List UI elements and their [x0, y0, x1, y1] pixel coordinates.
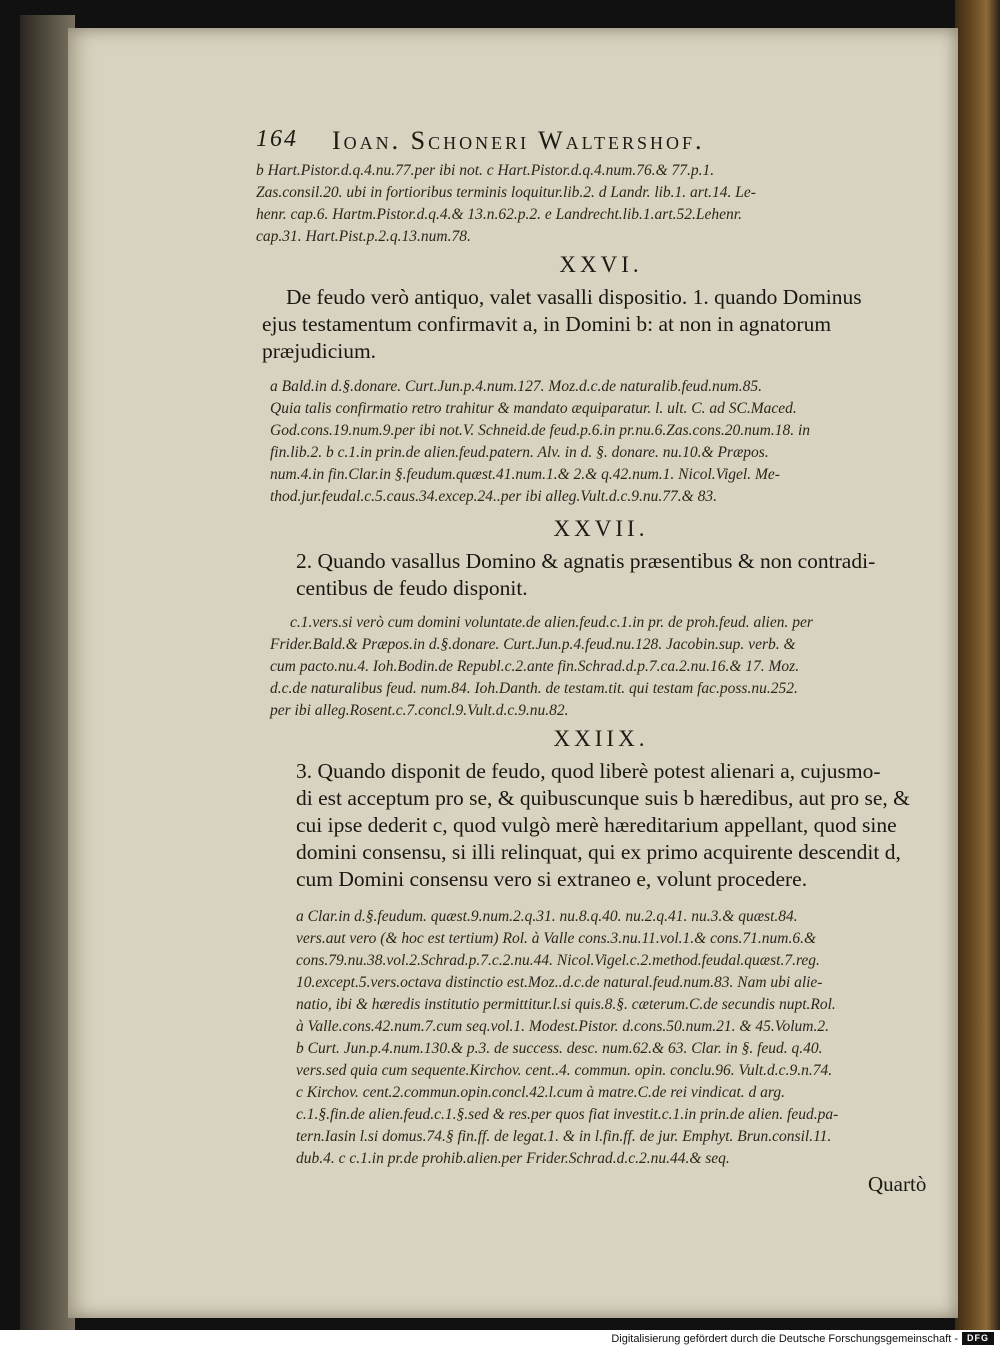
body-line: cui ipse dederit c, quod vulgò merè hæreditarium appellant, quod sine: [296, 813, 897, 837]
footnote-line: Quia talis confirmatio retro trahitur & mandato æquiparatur. l. ult. C. ad SC.Maced.: [270, 400, 797, 417]
footnote-line: cum pacto.nu.4. Ioh.Bodin.de Republ.c.2.ante fin.Schrad.d.p.7.ca.2.nu.16.& 17. Moz.: [270, 658, 800, 675]
footnote-line: c Kirchov. cent.2.commun.opin.concl.42.l.cum à matre.C.de rei vindicat. d arg.: [296, 1084, 786, 1101]
body-line: De feudo verò antiquo, valet vasalli dispositio. 1. quando Dominus: [286, 285, 862, 309]
body-line: ejus testamentum confirmavit a, in Domini b: at non in agnatorum: [262, 312, 832, 336]
footnote-line: per ibi alleg.Rosent.c.7.concl.9.Vult.d.c.9.nu.82.: [270, 702, 569, 719]
footnote-line: fin.lib.2. b c.1.in prin.de alien.feud.patern. Alv. in d. §. donare. nu.10.& Præpos.: [270, 444, 769, 461]
body-line: domini consensu, si illi relinquat, qui ex primo acquirente descendit d,: [296, 840, 901, 864]
footnote-line: cap.31. Hart.Pist.p.2.q.13.num.78.: [256, 228, 471, 245]
footnote-line: b Curt. Jun.p.4.num.130.& p.3. de success. desc. num.62.& 63. Clar. in §. feud. q.40.: [296, 1040, 823, 1057]
footnote-line: 10.except.5.vers.octava distinctio est.Moz..d.c.de natural.feud.num.83. Nam ubi alie-: [296, 974, 823, 991]
footnote-line: vers.aut vero (& hoc est tertium) Rol. à Valle cons.3.nu.11.vol.1.& cons.71.num.6.&: [296, 930, 817, 947]
catchword: Quartò: [868, 1172, 927, 1196]
footnote-line: Zas.consil.20. ubi in fortioribus terminis loquitur.lib.2. d Landr. lib.1. art.14. Le-: [256, 184, 756, 201]
footnote-line: henr. cap.6. Hartm.Pistor.d.q.4.& 13.n.62.p.2. e Landrecht.lib.1.art.52.Lehenr.: [256, 206, 742, 223]
book-page: [68, 28, 958, 1318]
body-line: 2. Quando vasallus Domino & agnatis præsentibus & non contradi-: [296, 549, 876, 573]
footnote-line: Frider.Bald.& Præpos.in d.§.donare. Curt.Jun.p.4.feud.nu.128. Jacobin.sup. verb. &: [270, 636, 796, 653]
dfg-logo: DFG: [962, 1332, 994, 1345]
footnote-line: b Hart.Pistor.d.q.4.nu.77.per ibi not. c Hart.Pistor.d.q.4.num.76.& 77.p.1.: [256, 162, 715, 179]
footnote-line: tern.Iasin l.si domus.74.§ fin.ff. de legat.1. & in l.fin.ff. de jur. Emphyt. Brun.consil.11.: [296, 1128, 832, 1145]
footnote-line: cons.79.nu.38.vol.2.Schrad.p.7.c.2.nu.44. Nicol.Vigel.c.2.method.feudal.quæst.7.reg.: [296, 952, 820, 969]
footnote-line: thod.jur.feudal.c.5.caus.34.excep.24..per ibi alleg.Vult.d.c.9.nu.77.& 83.: [270, 488, 717, 505]
body-line: 3. Quando disponit de feudo, quod liberè potest alienari a, cujusmo-: [296, 759, 881, 783]
footer-bar: [0, 1330, 1000, 1349]
section-number: XXIIX.: [553, 726, 649, 751]
footnote-line: num.4.in fin.Clar.in §.feudum.quæst.41.num.1.& 2.& q.42.num.1. Nicol.Vigel. Me-: [270, 466, 780, 483]
footnote-line: à Valle.cons.42.num.7.cum seq.vol.1. Modest.Pistor. d.cons.50.num.21. & 45.Volum.2.: [296, 1018, 829, 1035]
footnote-line: natio, ibi & hæredis institutio permittitur.l.si quis.8.§. cæterum.C.de secundis nupt.Rol.: [296, 996, 836, 1013]
footnote-line: c.1.vers.si verò cum domini voluntate.de alien.feud.c.1.in pr. de proh.feud. alien. per: [290, 614, 813, 631]
footnote-line: c.1.§.fin.de alien.feud.c.1.§.sed & res.per quos fiat investit.c.1.in prin.de alien. feud.pa-: [296, 1106, 839, 1123]
footnote-line: God.cons.19.num.9.per ibi not.V. Schneid.de feud.p.6.in pr.nu.6.Zas.cons.20.num.18. in: [270, 422, 811, 439]
body-line: cum Domini consensu vero si extraneo e, volunt procedere.: [296, 867, 808, 891]
page-number: 164: [256, 126, 298, 152]
footnote-line: a Clar.in d.§.feudum. quæst.9.num.2.q.31. nu.8.q.40. nu.2.q.41. nu.3.& quæst.84.: [296, 908, 798, 925]
body-line: centibus de feudo disponit.: [296, 576, 528, 600]
footnote-line: a Bald.in d.§.donare. Curt.Jun.p.4.num.127. Moz.d.c.de naturalib.feud.num.85.: [270, 378, 762, 395]
body-line: præjudicium.: [262, 339, 377, 363]
footnote-line: dub.4. c c.1.in pr.de prohib.alien.per Frider.Schrad.d.c.2.nu.44.& seq.: [296, 1150, 730, 1167]
section-number: XXVII.: [553, 516, 649, 541]
page-header: [256, 126, 876, 156]
body-line: di est acceptum pro se, & quibuscunque suis b hæredibus, aut pro se, &: [296, 786, 910, 810]
book-left-edge: [20, 15, 75, 1330]
running-head: Ioan. Schoneri Waltershof.: [332, 126, 705, 155]
book-cover-edge: [955, 0, 1000, 1330]
footnote-line: vers.sed quia cum sequente.Kirchov. cent..4. commun. opin. conclu.96. Vult.d.c.9.n.74.: [296, 1062, 833, 1079]
funding-credit: Digitalisierung gefördert durch die Deutsche Forschungsgemeinschaft -: [611, 1333, 958, 1345]
section-number: XXVI.: [559, 252, 643, 277]
footnote-line: d.c.de naturalibus feud. num.84. Ioh.Danth. de testam.tit. qui testam fac.poss.nu.252.: [270, 680, 798, 697]
